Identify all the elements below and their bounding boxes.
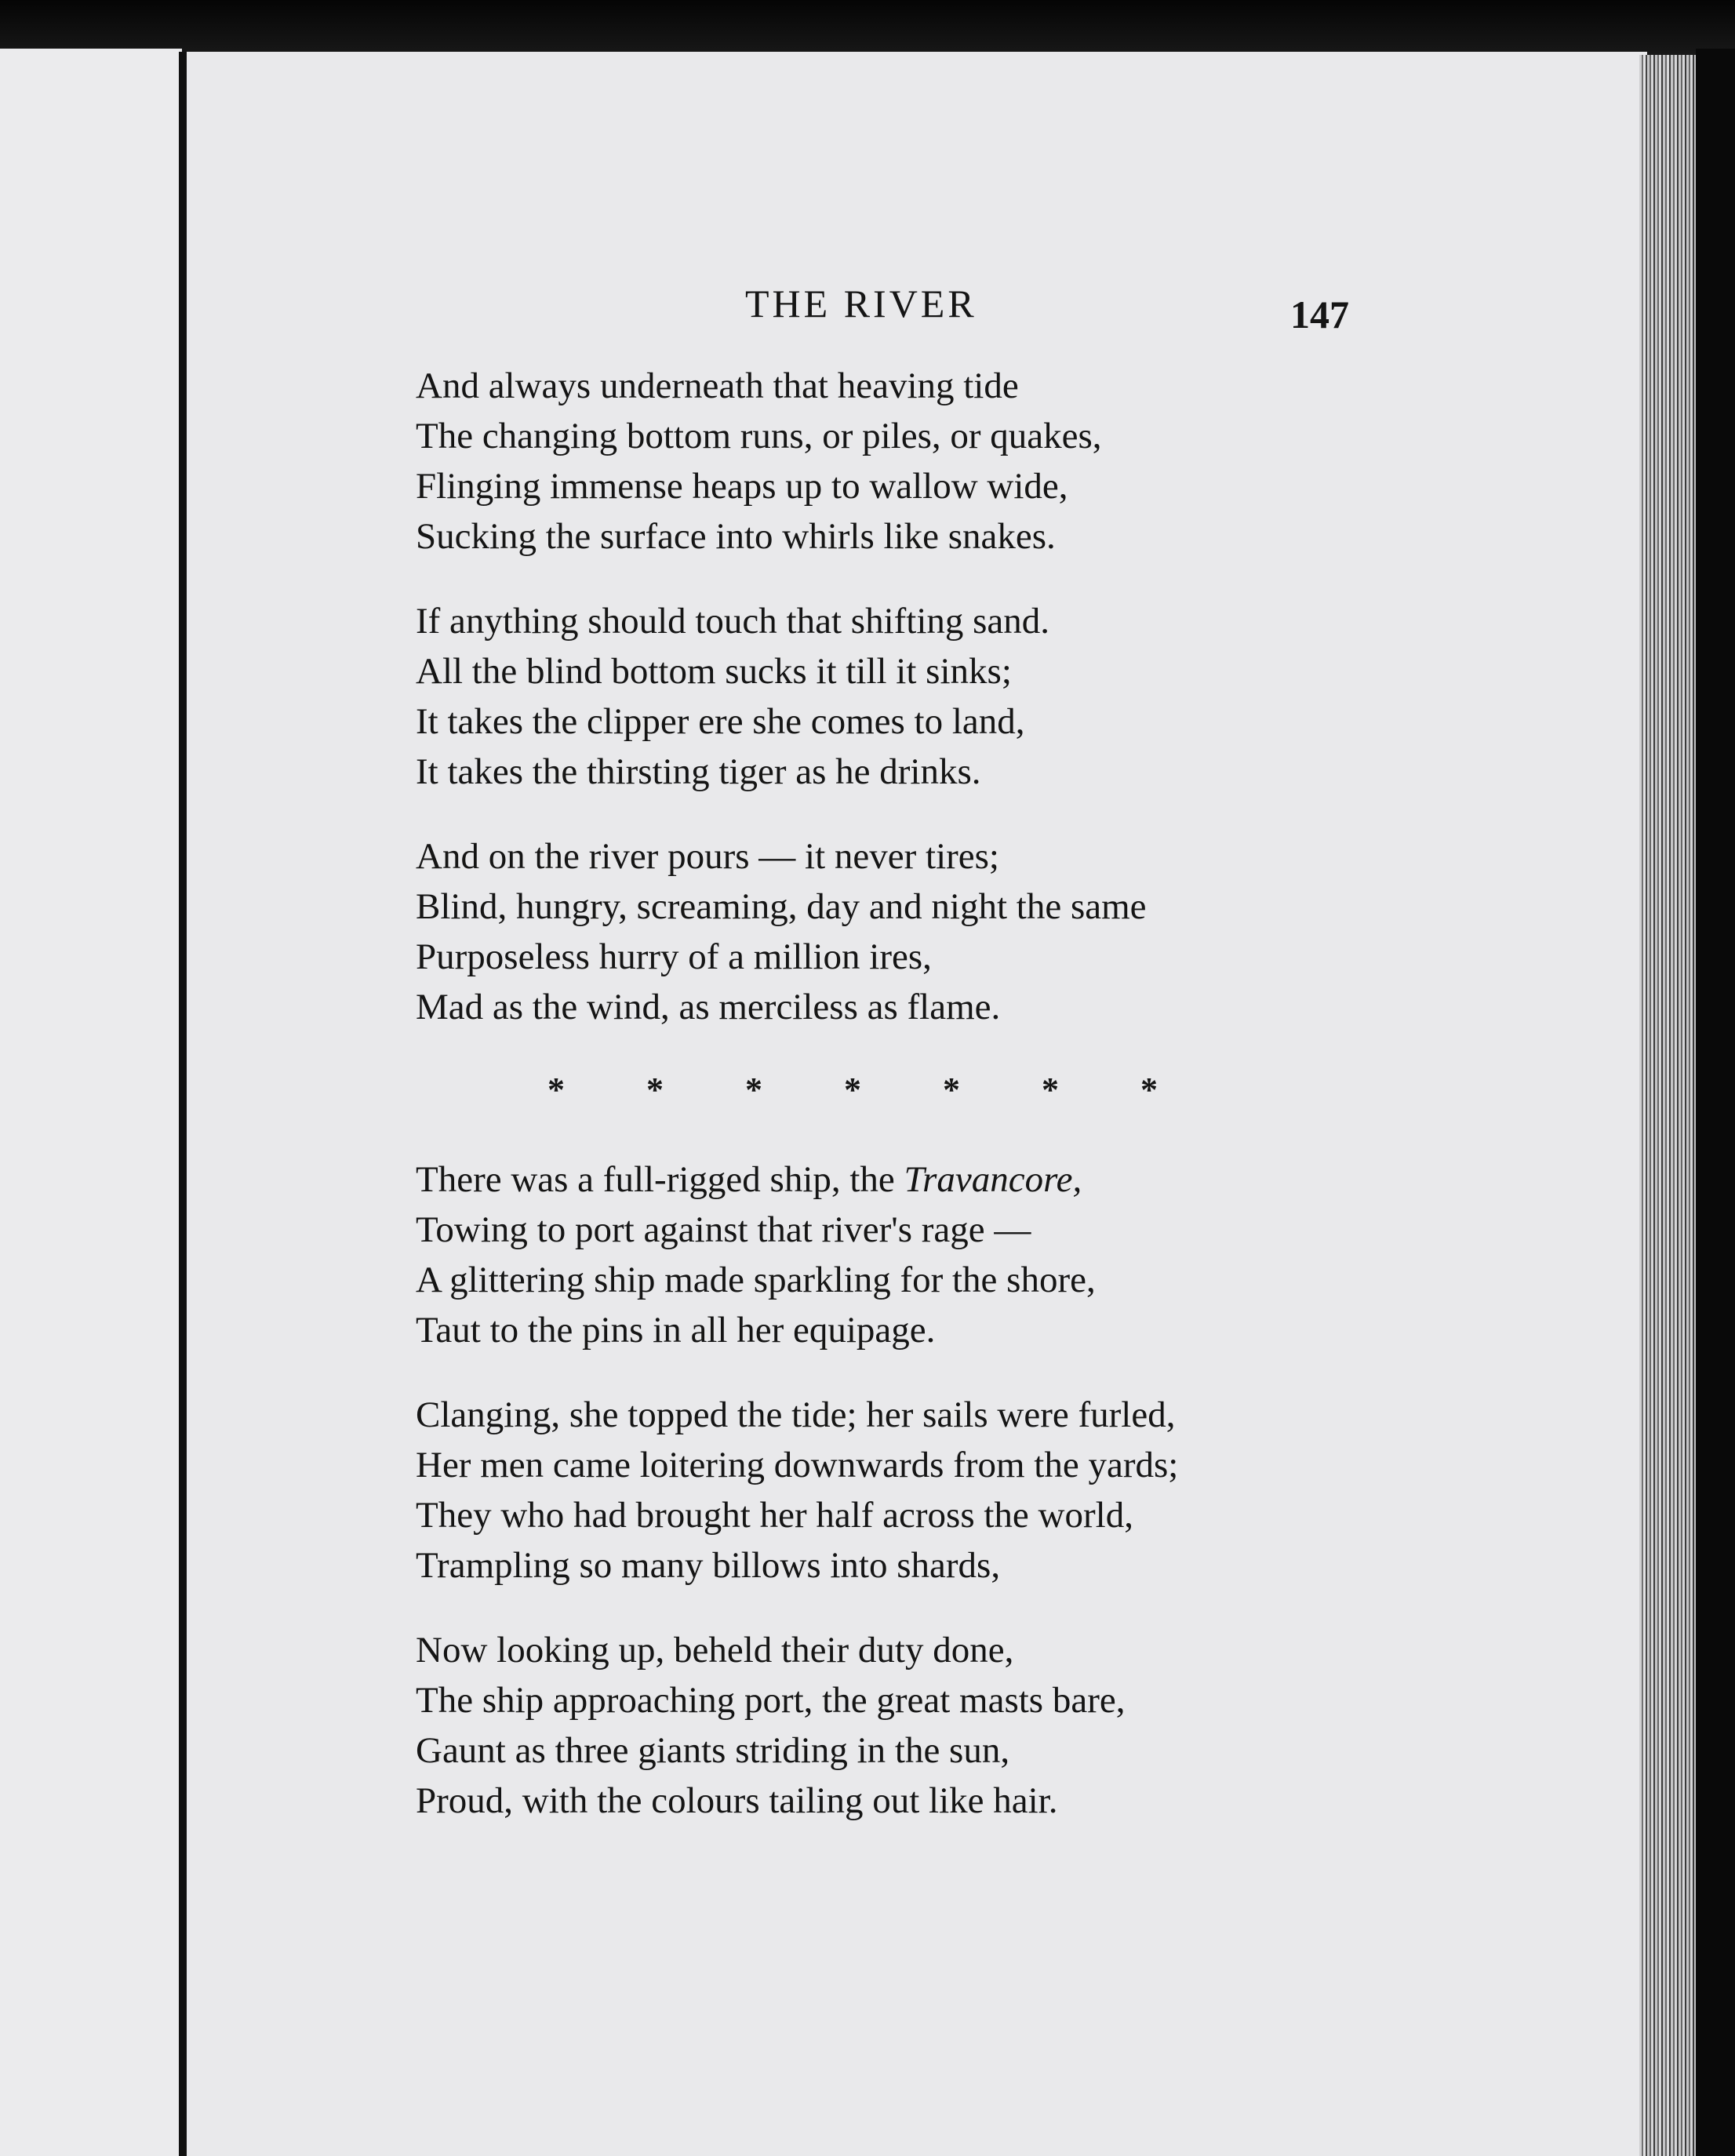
separator-asterisk: * [844,1071,861,1109]
poem-line: The changing bottom runs, or piles, or quakes, [416,416,1102,456]
poem-line: They who had brought her half across the world, [416,1495,1133,1536]
poem-line: Her men came loitering downwards from the yards; [416,1445,1179,1485]
separator-asterisk: * [943,1071,960,1109]
facing-page [0,49,182,2156]
poem-line: And on the river pours — it never tires; [416,836,999,877]
poem-line: If anything should touch that shifting sand. [416,601,1050,642]
separator-asterisk: * [547,1071,565,1109]
separator-asterisk: * [1140,1071,1158,1109]
poem-line: Blind, hungry, screaming, day and night the same [416,886,1147,927]
stanza [416,1390,1608,1591]
separator-asterisk: * [646,1071,664,1109]
separator-asterisk: * [1042,1071,1059,1109]
stanza [416,1625,1608,1826]
book-gutter [179,52,187,2156]
poem-line: Now looking up, beheld their duty done, [416,1630,1014,1671]
poem-line: Sucking the surface into whirls like snakes. [416,516,1056,557]
poem-line: And always underneath that heaving tide [416,365,1019,406]
stanza [416,831,1608,1032]
separator-asterisk: * [745,1071,762,1109]
section-separator [547,1067,1608,1114]
poem-line: Gaunt as three giants striding in the sun, [416,1730,1010,1771]
running-title: THE RIVER [745,282,977,325]
poem-line: Taut to the pins in all her equipage. [416,1310,936,1351]
poem-line: The ship approaching port, the great masts bare, [416,1680,1126,1721]
stanza [416,361,1608,562]
poem-body [416,361,1608,1860]
page-edges [1639,55,1696,2156]
poem-line: Flinging immense heaps up to wallow wide, [416,466,1068,507]
poem-line: Proud, with the colours tailing out like hair. [416,1780,1058,1821]
ship-name: Travancore, [904,1159,1082,1200]
poem-line [416,1154,1608,1205]
stanza [416,1154,1608,1355]
stanza [416,596,1608,797]
poem-line: It takes the clipper ere she comes to land, [416,701,1025,742]
poem-line: Clanging, she topped the tide; her sails were furled, [416,1394,1176,1435]
scan-right-border [1696,49,1735,2156]
poem-line: It takes the thirsting tiger as he drinks. [416,751,981,792]
poem-line: Mad as the wind, as merciless as flame. [416,987,1001,1027]
poem-line: A glittering ship made sparkling for the shore, [416,1260,1096,1300]
line-text: There was a full-rigged ship, the [416,1159,904,1200]
poem-line: Trampling so many billows into shards, [416,1545,1001,1586]
poem-line: Purposeless hurry of a million ires, [416,936,932,977]
page-number: 147 [1290,293,1349,336]
poem-line: All the blind bottom sucks it till it sinks; [416,651,1012,692]
poem-line: Towing to port against that river's rage — [416,1209,1031,1250]
